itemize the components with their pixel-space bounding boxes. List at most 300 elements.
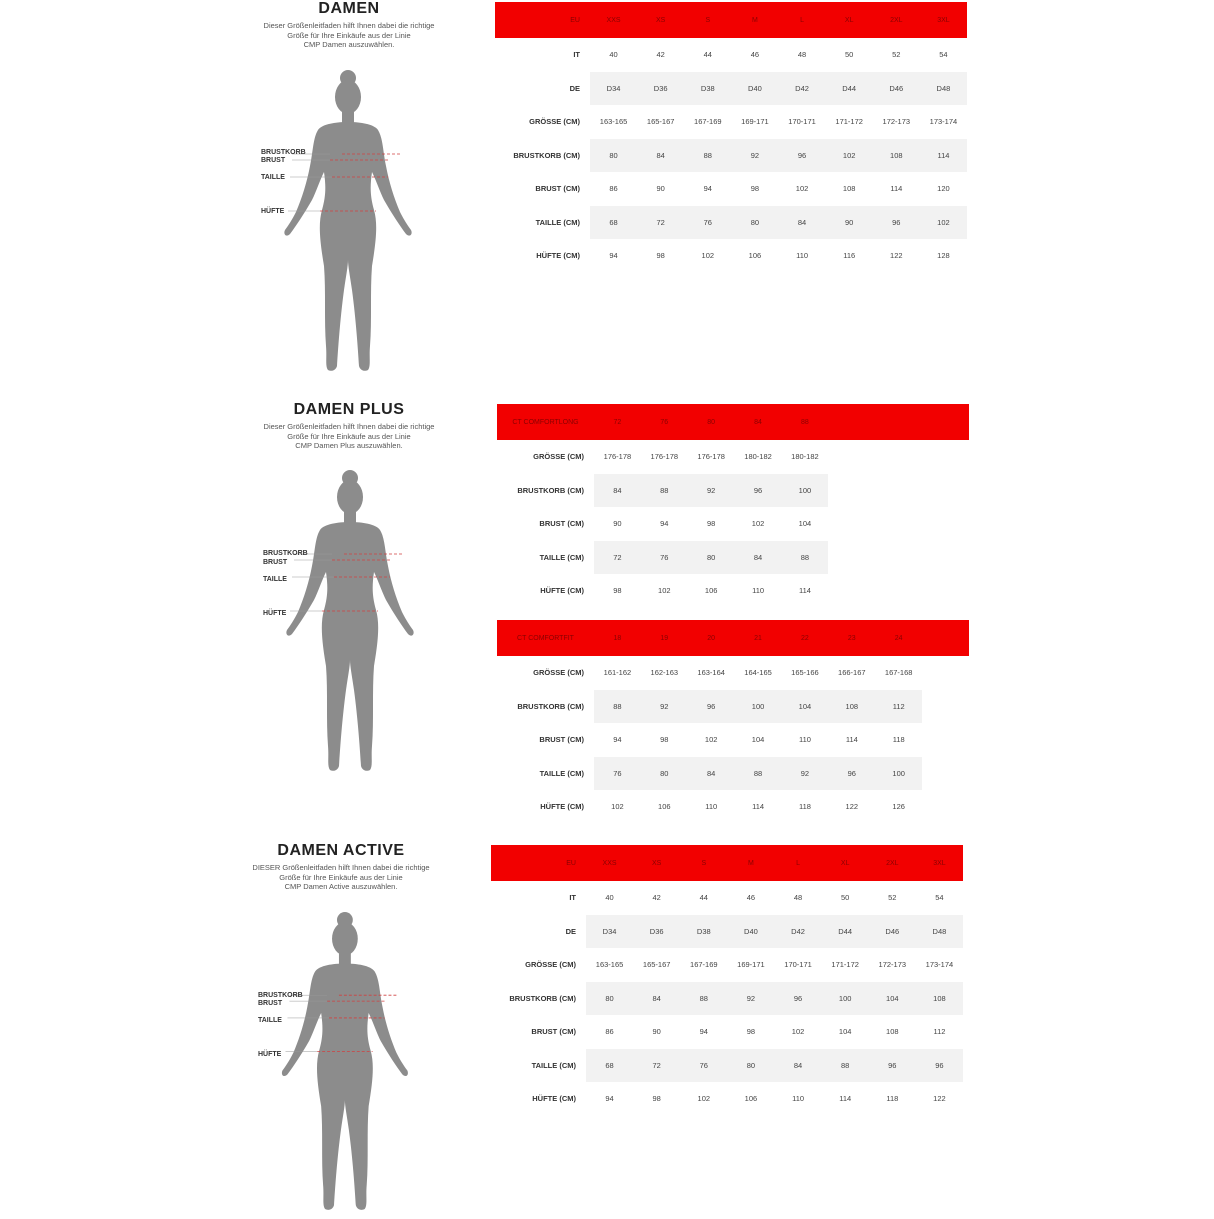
header-size-cell: 24: [875, 620, 922, 656]
value-cell: 170-171: [784, 960, 812, 970]
intro-block: [234, 401, 464, 451]
row-label: GRÖSSE (CM): [533, 452, 584, 462]
label-brustkorb: BRUSTKORB: [261, 149, 306, 156]
value-cell: 92: [731, 139, 778, 173]
value-cell: D34: [586, 915, 633, 949]
value-cell: 80: [641, 757, 688, 791]
value-cell: 102: [701, 251, 715, 261]
value-cell: 96: [779, 139, 826, 173]
value-cell: 84: [688, 757, 735, 791]
label-taille: TAILLE: [258, 1017, 282, 1024]
table-row: [497, 574, 969, 608]
row-label: BRUST (CM): [539, 519, 584, 529]
value-cell: 163-165: [599, 117, 628, 127]
value-cell: 98: [613, 586, 622, 596]
table-row: [495, 172, 967, 206]
value-cell: 172-173: [882, 117, 911, 127]
value-cell: 167-169: [690, 960, 718, 970]
value-cell: 167-168: [884, 668, 913, 678]
value-cell: 72: [637, 206, 684, 240]
value-cell: 84: [775, 1049, 822, 1083]
value-cell: 104: [751, 735, 765, 745]
row-label: HÜFTE (CM): [532, 1094, 576, 1104]
section-title: DAMEN: [318, 0, 380, 17]
female-figure-illustration: [255, 912, 415, 1214]
value-cell: 84: [633, 982, 680, 1016]
value-cell: 80: [688, 541, 735, 575]
table-row: [495, 139, 967, 173]
value-cell: 100: [822, 982, 869, 1016]
value-cell: 94: [605, 1094, 614, 1104]
value-cell: 100: [782, 474, 829, 508]
label-brust: BRUST: [261, 157, 286, 164]
value-cell: 98: [750, 184, 760, 194]
header-size-cell: 22: [782, 620, 829, 656]
value-cell: 84: [779, 206, 826, 240]
female-figure-illustration: [258, 70, 418, 375]
table-row: [491, 881, 963, 915]
value-cell: 106: [744, 1094, 758, 1104]
value-cell: 96: [775, 982, 822, 1016]
value-cell: 76: [680, 1049, 727, 1083]
value-cell: 50: [841, 893, 850, 903]
value-cell: 88: [684, 139, 731, 173]
value-cell: 173-174: [929, 117, 958, 127]
empty-cell: [828, 574, 875, 608]
value-cell: 80: [731, 206, 778, 240]
value-cell: D38: [680, 915, 727, 949]
value-cell: 84: [594, 474, 641, 508]
value-cell: 88: [594, 690, 641, 724]
table-row: [497, 541, 969, 575]
empty-cell: [922, 574, 969, 608]
table-header-row: [495, 2, 967, 38]
header-size-cell: L: [779, 2, 826, 38]
header-size-cell: S: [680, 845, 727, 881]
table-header-row: [491, 845, 963, 881]
section-description: Dieser Größenleitfaden hilft Ihnen dabei die richtige Größe für Ihre Einkäufe aus der Linie CMP Damen Plus auszuwählen.: [263, 422, 435, 450]
row-label: TAILLE (CM): [539, 552, 584, 562]
row-label: BRUSTKORB (CM): [517, 701, 584, 711]
value-cell: 114: [845, 735, 858, 745]
value-cell: 86: [609, 184, 618, 194]
value-cell: 169-171: [741, 117, 769, 127]
value-cell: 164-165: [744, 668, 772, 678]
row-label: GRÖSSE (CM): [525, 960, 576, 970]
value-cell: 165-167: [646, 117, 675, 127]
table-row: [497, 757, 969, 791]
value-cell: D42: [779, 72, 826, 106]
size-table-comfortfit: [497, 620, 969, 824]
header-size-cell: 23: [828, 620, 875, 656]
label-brustkorb: BRUSTKORB: [263, 550, 308, 557]
row-label: TAILLE (CM): [531, 1060, 576, 1070]
value-cell: 80: [590, 139, 637, 173]
value-cell: D40: [727, 915, 774, 949]
value-cell: 40: [609, 50, 618, 60]
value-cell: 118: [892, 735, 905, 745]
section-title: DAMEN ACTIVE: [277, 842, 405, 859]
value-cell: 88: [735, 757, 782, 791]
header-size-cell: 88: [782, 404, 829, 440]
table-row: [495, 105, 967, 139]
value-cell: 169-171: [737, 960, 765, 970]
value-cell: D48: [920, 72, 967, 106]
value-cell: D48: [916, 915, 963, 949]
value-cell: 118: [886, 1094, 899, 1104]
value-cell: 88: [680, 982, 727, 1016]
value-cell: 50: [845, 50, 854, 60]
body-silhouette-icon: [258, 70, 418, 375]
table-row: [497, 474, 969, 508]
value-cell: 114: [920, 139, 967, 173]
value-cell: 116: [843, 251, 856, 261]
empty-cell: [828, 474, 875, 508]
empty-cell: [922, 440, 969, 474]
value-cell: 102: [704, 735, 718, 745]
row-label: TAILLE (CM): [539, 768, 584, 778]
label-huefte: HÜFTE: [258, 1051, 282, 1058]
row-label: DE: [565, 926, 576, 936]
label-brust: BRUST: [258, 1000, 283, 1007]
value-cell: 114: [890, 184, 903, 194]
value-cell: 94: [609, 251, 618, 261]
value-cell: D44: [822, 915, 869, 949]
intro-block: [226, 842, 456, 892]
row-label: BRUST (CM): [531, 1027, 576, 1037]
value-cell: 96: [735, 474, 782, 508]
size-table-comfortlong: [497, 404, 969, 608]
table-row: [497, 440, 969, 474]
table-row: [491, 915, 963, 949]
value-cell: 90: [652, 1027, 661, 1037]
row-label: HÜFTE (CM): [536, 251, 580, 261]
header-size-cell: 2XL: [869, 845, 916, 881]
header-size-cell: XS: [633, 845, 680, 881]
value-cell: 108: [916, 982, 963, 1016]
value-cell: 96: [873, 206, 920, 240]
header-size-cell: 76: [641, 404, 688, 440]
header-size-cell: XL: [822, 845, 869, 881]
value-cell: 112: [875, 690, 922, 724]
empty-cell: [922, 723, 969, 757]
value-cell: 102: [920, 206, 967, 240]
value-cell: 166-167: [838, 668, 866, 678]
value-cell: 42: [652, 893, 661, 903]
table-row: [497, 723, 969, 757]
table-row: [491, 1049, 963, 1083]
intro-block: [234, 0, 464, 50]
empty-cell: [922, 690, 969, 724]
row-label: HÜFTE (CM): [540, 586, 584, 596]
value-cell: 112: [933, 1027, 946, 1037]
value-cell: 163-165: [595, 960, 624, 970]
value-cell: 54: [939, 50, 948, 60]
value-cell: 46: [746, 893, 756, 903]
value-cell: 84: [637, 139, 684, 173]
value-cell: 96: [916, 1049, 963, 1083]
empty-cell: [875, 440, 922, 474]
value-cell: 102: [697, 1094, 711, 1104]
value-cell: 44: [699, 893, 708, 903]
row-label: BRUSTKORB (CM): [509, 993, 576, 1003]
value-cell: 165-167: [642, 960, 671, 970]
table-row: [491, 1082, 963, 1116]
label-huefte: HÜFTE: [261, 208, 285, 215]
value-cell: 90: [656, 184, 665, 194]
value-cell: 44: [703, 50, 712, 60]
header-size-cell: XL: [826, 2, 873, 38]
value-cell: 88: [822, 1049, 869, 1083]
header-empty-cell: [922, 620, 969, 656]
empty-cell: [875, 541, 922, 575]
value-cell: 92: [782, 757, 829, 791]
value-cell: 114: [752, 802, 765, 812]
value-cell: 100: [735, 690, 782, 724]
table-row: [497, 790, 969, 824]
value-cell: 161-162: [603, 668, 632, 678]
value-cell: 180-182: [791, 452, 819, 462]
table-row: [497, 507, 969, 541]
value-cell: 108: [842, 184, 856, 194]
value-cell: 128: [937, 251, 950, 261]
value-cell: 48: [793, 893, 803, 903]
value-cell: 163-164: [697, 668, 725, 678]
value-cell: 122: [845, 802, 859, 812]
value-cell: 96: [828, 757, 875, 791]
table-row: [495, 239, 967, 273]
value-cell: 170-171: [788, 117, 816, 127]
value-cell: 54: [935, 893, 944, 903]
value-cell: 176-178: [697, 452, 725, 462]
value-cell: 92: [688, 474, 735, 508]
value-cell: D46: [873, 72, 920, 106]
value-cell: 110: [796, 251, 809, 261]
value-cell: 104: [838, 1027, 852, 1037]
label-taille: TAILLE: [263, 576, 287, 583]
table-row: [495, 206, 967, 240]
value-cell: 76: [594, 757, 641, 791]
table-row: [497, 656, 969, 690]
row-label: BRUST (CM): [535, 184, 580, 194]
empty-cell: [922, 474, 969, 508]
header-label-cell: CT COMFORTFIT: [497, 620, 594, 656]
value-cell: 110: [705, 802, 718, 812]
row-label: TAILLE (CM): [535, 217, 580, 227]
value-cell: 72: [633, 1049, 680, 1083]
value-cell: D40: [731, 72, 778, 106]
value-cell: 88: [641, 474, 688, 508]
label-brust: BRUST: [263, 559, 288, 566]
header-size-cell: 20: [688, 620, 735, 656]
value-cell: 118: [798, 802, 811, 812]
value-cell: 176-178: [650, 452, 679, 462]
value-cell: 92: [641, 690, 688, 724]
empty-cell: [875, 507, 922, 541]
value-cell: 106: [704, 586, 718, 596]
header-empty-cell: [828, 404, 875, 440]
table-header-row: [497, 404, 969, 440]
value-cell: 110: [752, 586, 765, 596]
value-cell: 110: [792, 1094, 805, 1104]
size-table-damen: [495, 2, 967, 273]
body-silhouette-icon: [260, 470, 420, 775]
row-label: GRÖSSE (CM): [533, 668, 584, 678]
row-label: IT: [569, 893, 576, 903]
value-cell: 98: [656, 251, 665, 261]
value-cell: 46: [750, 50, 760, 60]
value-cell: 76: [684, 206, 731, 240]
table-header-row: [497, 620, 969, 656]
value-cell: 98: [707, 519, 716, 529]
header-size-cell: 2XL: [873, 2, 920, 38]
value-cell: 162-163: [650, 668, 679, 678]
value-cell: 72: [594, 541, 641, 575]
value-cell: 108: [886, 1027, 899, 1037]
value-cell: 80: [586, 982, 633, 1016]
section-description: DIESER Größenleitfaden hilft Ihnen dabei die richtige Größe für Ihre Einkäufe aus der Linie CMP Damen Active auszuwählen.: [252, 863, 430, 891]
header-size-cell: M: [727, 845, 774, 881]
value-cell: 104: [782, 690, 829, 724]
female-figure-illustration: [260, 470, 420, 775]
value-cell: 106: [748, 251, 762, 261]
value-cell: 114: [798, 586, 811, 596]
value-cell: 106: [658, 802, 671, 812]
label-taille: TAILLE: [261, 174, 285, 181]
body-silhouette-icon: [255, 912, 415, 1214]
empty-cell: [828, 541, 875, 575]
value-cell: 104: [869, 982, 916, 1016]
empty-cell: [922, 656, 969, 690]
header-size-cell: M: [731, 2, 778, 38]
value-cell: 98: [660, 735, 669, 745]
value-cell: D42: [775, 915, 822, 949]
value-cell: 122: [933, 1094, 946, 1104]
value-cell: 40: [605, 893, 614, 903]
value-cell: 180-182: [744, 452, 772, 462]
header-size-cell: L: [775, 845, 822, 881]
table-row: [497, 690, 969, 724]
value-cell: 171-172: [831, 960, 859, 970]
value-cell: D44: [826, 72, 873, 106]
value-cell: 86: [605, 1027, 614, 1037]
empty-cell: [828, 507, 875, 541]
header-label-cell: EU: [495, 2, 590, 38]
value-cell: 172-173: [878, 960, 907, 970]
empty-cell: [875, 474, 922, 508]
header-size-cell: XS: [637, 2, 684, 38]
header-size-cell: 72: [594, 404, 641, 440]
value-cell: 102: [826, 139, 873, 173]
value-cell: 80: [727, 1049, 774, 1083]
header-label-cell: CT COMFORTLONG: [497, 404, 594, 440]
value-cell: 94: [699, 1027, 708, 1037]
value-cell: 52: [888, 893, 897, 903]
header-size-cell: 80: [688, 404, 735, 440]
header-size-cell: 18: [594, 620, 641, 656]
label-huefte: HÜFTE: [263, 610, 287, 617]
value-cell: 84: [735, 541, 782, 575]
value-cell: 102: [751, 519, 765, 529]
value-cell: 114: [839, 1094, 852, 1104]
empty-cell: [875, 574, 922, 608]
value-cell: 104: [798, 519, 812, 529]
row-label: BRUSTKORB (CM): [513, 150, 580, 160]
header-empty-cell: [875, 404, 922, 440]
section-description: Dieser Größenleitfaden hilft Ihnen dabei die richtige Größe für Ihre Einkäufe aus der Linie CMP Damen auszuwählen.: [263, 21, 435, 49]
value-cell: 171-172: [835, 117, 863, 127]
value-cell: 90: [613, 519, 622, 529]
value-cell: 108: [873, 139, 920, 173]
value-cell: 68: [590, 206, 637, 240]
value-cell: 176-178: [603, 452, 632, 462]
empty-cell: [922, 757, 969, 791]
value-cell: 173-174: [925, 960, 954, 970]
label-brustkorb: BRUSTKORB: [258, 992, 303, 999]
value-cell: 167-169: [694, 117, 722, 127]
row-label: DE: [569, 83, 580, 93]
value-cell: 165-166: [791, 668, 819, 678]
value-cell: D46: [869, 915, 916, 949]
header-size-cell: XXS: [590, 2, 637, 38]
value-cell: 76: [641, 541, 688, 575]
value-cell: 96: [869, 1049, 916, 1083]
value-cell: 68: [586, 1049, 633, 1083]
header-size-cell: 84: [735, 404, 782, 440]
value-cell: 94: [613, 735, 622, 745]
value-cell: 110: [798, 735, 811, 745]
value-cell: 108: [828, 690, 875, 724]
table-row: [495, 38, 967, 72]
value-cell: 48: [797, 50, 807, 60]
value-cell: 122: [890, 251, 903, 261]
row-label: BRUST (CM): [539, 735, 584, 745]
value-cell: 102: [611, 802, 624, 812]
header-empty-cell: [922, 404, 969, 440]
empty-cell: [828, 440, 875, 474]
value-cell: 96: [688, 690, 735, 724]
header-size-cell: 3XL: [920, 2, 967, 38]
value-cell: D36: [633, 915, 680, 949]
value-cell: 126: [892, 802, 905, 812]
header-size-cell: 21: [735, 620, 782, 656]
header-label-cell: EU: [491, 845, 586, 881]
value-cell: D36: [637, 72, 684, 106]
value-cell: 92: [727, 982, 774, 1016]
value-cell: 42: [656, 50, 665, 60]
value-cell: 98: [746, 1027, 756, 1037]
value-cell: 120: [937, 184, 950, 194]
table-row: [491, 1015, 963, 1049]
row-label: IT: [573, 50, 580, 60]
header-size-cell: 19: [641, 620, 688, 656]
row-label: BRUSTKORB (CM): [517, 485, 584, 495]
header-size-cell: 3XL: [916, 845, 963, 881]
value-cell: 52: [892, 50, 901, 60]
size-table-damen-active: [491, 845, 963, 1116]
table-row: [491, 982, 963, 1016]
value-cell: 100: [875, 757, 922, 791]
value-cell: D34: [590, 72, 637, 106]
empty-cell: [922, 790, 969, 824]
value-cell: 98: [652, 1094, 661, 1104]
table-row: [495, 72, 967, 106]
value-cell: 90: [826, 206, 873, 240]
row-label: GRÖSSE (CM): [529, 117, 580, 127]
value-cell: 102: [658, 586, 671, 596]
value-cell: 88: [782, 541, 829, 575]
value-cell: D38: [684, 72, 731, 106]
